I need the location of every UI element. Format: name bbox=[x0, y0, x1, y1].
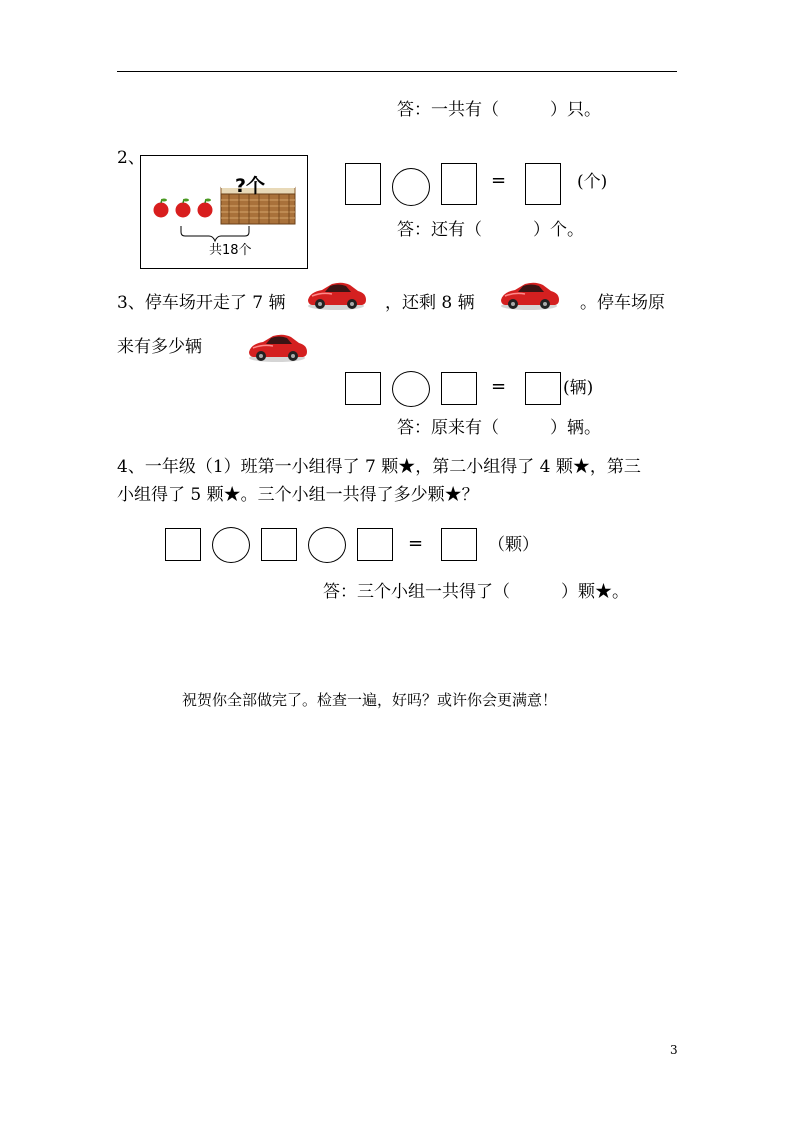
header-rule bbox=[117, 71, 677, 72]
apple-icon bbox=[176, 199, 191, 218]
q2-unit: (个) bbox=[577, 172, 608, 192]
equals-sign: = bbox=[491, 170, 507, 191]
answer-box[interactable] bbox=[441, 163, 477, 205]
q1-answer: 答：一共有（ ）只。 bbox=[397, 100, 601, 120]
result-box[interactable] bbox=[441, 528, 477, 561]
q4-line1: 4、一年级（1）班第一小组得了 7 颗★，第二小组得了 4 颗★，第三 bbox=[117, 457, 641, 477]
answer-box[interactable] bbox=[345, 372, 381, 405]
q2-number: 2、 bbox=[117, 148, 145, 168]
q4-line2: 小组得了 5 颗★。三个小组一共得了多少颗★？ bbox=[117, 485, 479, 505]
result-box[interactable] bbox=[525, 163, 561, 205]
total-label: 共18个 bbox=[209, 243, 252, 258]
q3-unit: (辆) bbox=[563, 378, 594, 398]
brace-icon bbox=[181, 226, 249, 241]
car-icon bbox=[245, 330, 309, 364]
answer-box[interactable] bbox=[345, 163, 381, 205]
result-box[interactable] bbox=[525, 372, 561, 405]
equals-sign: = bbox=[408, 533, 424, 554]
q2-answer: 答：还有（ ）个。 bbox=[397, 220, 584, 240]
operator-circle[interactable] bbox=[308, 527, 346, 563]
q3-line1-c: 。停车场原 bbox=[580, 293, 665, 313]
closing-message: 祝贺你全部做完了。检查一遍，好吗？或许你会更满意！ bbox=[182, 691, 558, 709]
q3-line1-b: ，还剩 8 辆 bbox=[385, 293, 475, 313]
q3-answer: 答：原来有（ ）辆。 bbox=[397, 418, 601, 438]
q4-answer: 答：三个小组一共得了（ ）颗★。 bbox=[323, 582, 629, 602]
operator-circle[interactable] bbox=[392, 168, 430, 206]
q3-line2: 来有多少辆 bbox=[117, 337, 202, 357]
q4-unit: （颗） bbox=[488, 535, 539, 555]
apple-icon bbox=[154, 199, 169, 218]
q2-picture bbox=[140, 155, 308, 269]
equals-sign: = bbox=[491, 376, 507, 397]
answer-box[interactable] bbox=[165, 528, 201, 561]
car-icon bbox=[497, 278, 561, 312]
answer-box[interactable] bbox=[357, 528, 393, 561]
answer-box[interactable] bbox=[441, 372, 477, 405]
operator-circle[interactable] bbox=[392, 371, 430, 407]
apples-basket-illustration bbox=[141, 156, 307, 268]
answer-box[interactable] bbox=[261, 528, 297, 561]
question-mark-label: ?个 bbox=[235, 175, 266, 197]
apple-icon bbox=[198, 199, 213, 218]
page-number: 3 bbox=[670, 1043, 678, 1057]
q3-line1-a: 3、停车场开走了 7 辆 bbox=[117, 293, 286, 313]
car-icon bbox=[304, 278, 368, 312]
operator-circle[interactable] bbox=[212, 527, 250, 563]
